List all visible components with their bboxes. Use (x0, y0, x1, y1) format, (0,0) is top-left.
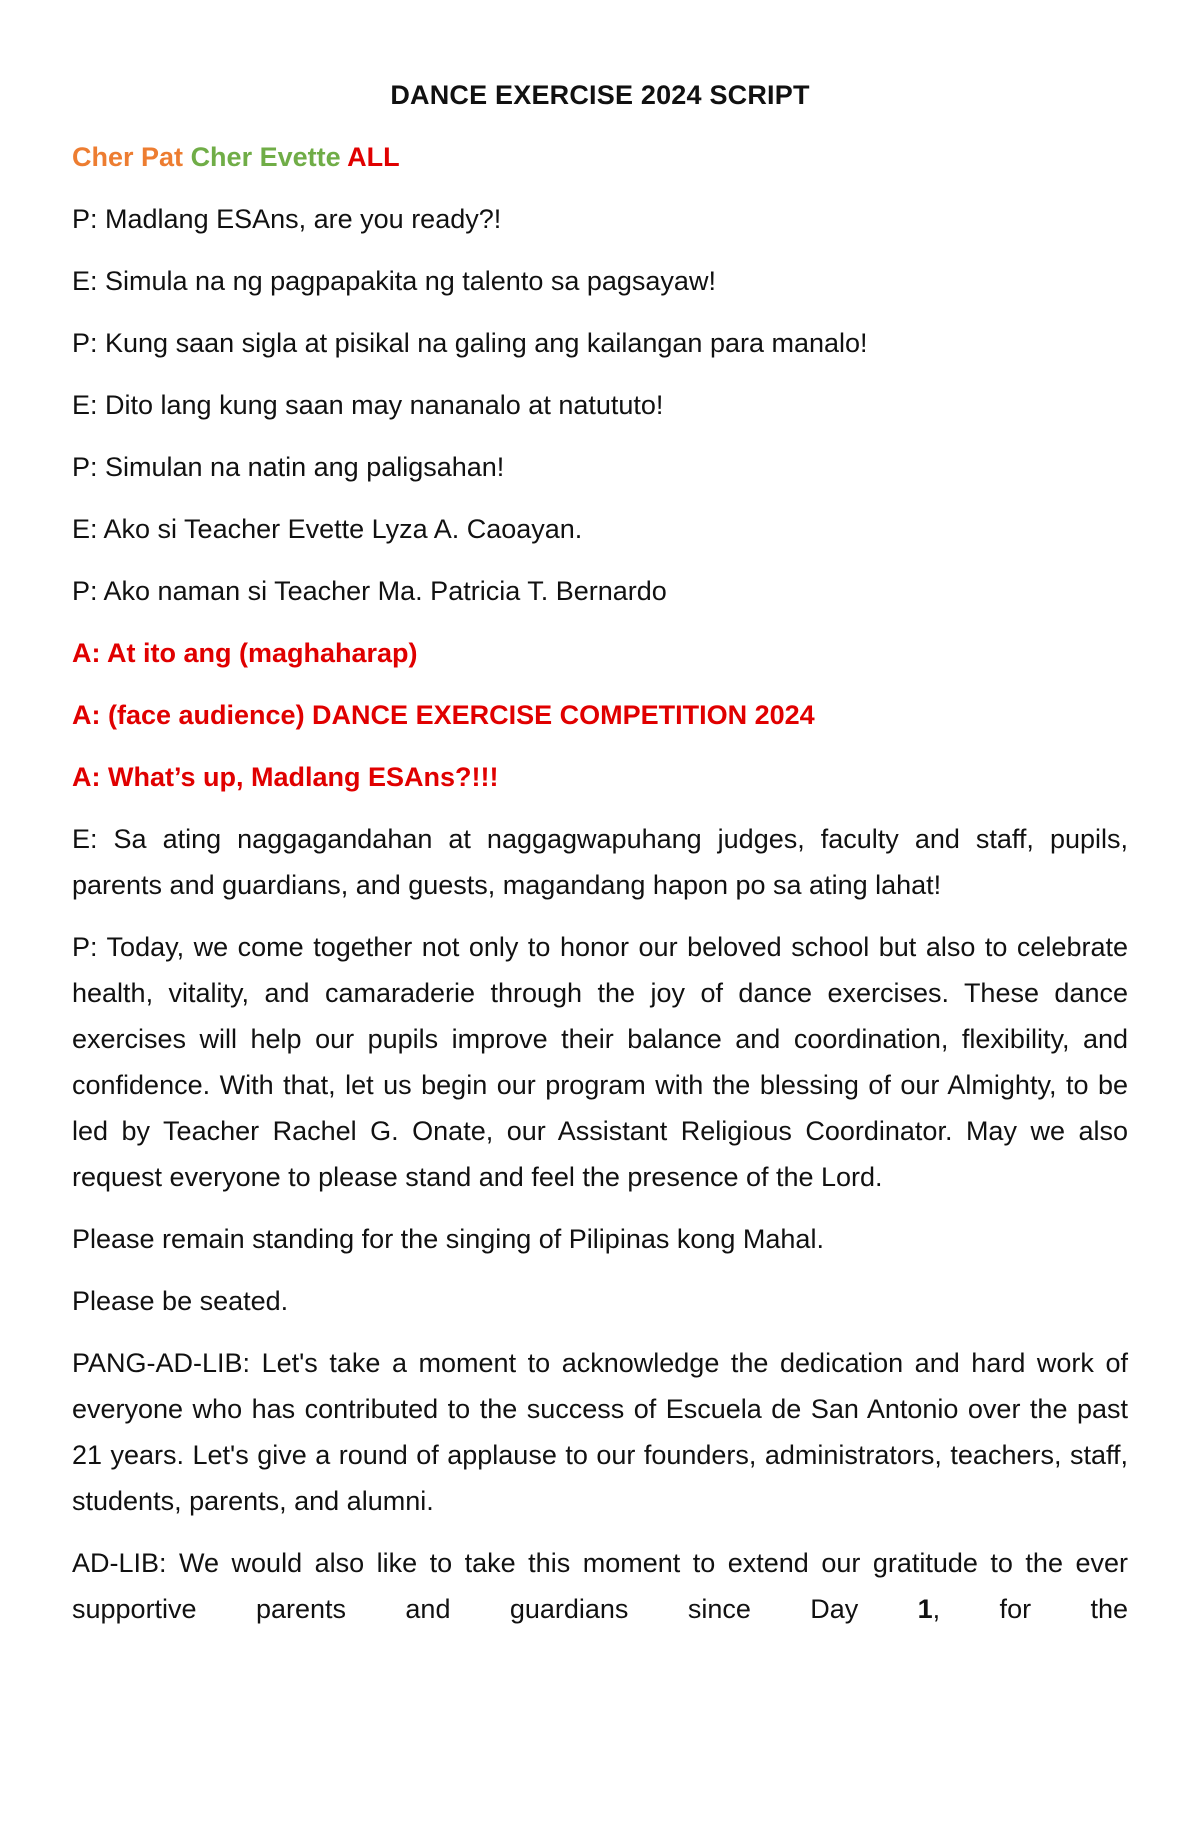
script-line-e-dito: E: Dito lang kung saan may nananalo at natututo! (72, 390, 664, 420)
document-title: DANCE EXERCISE 2024 SCRIPT (390, 80, 810, 110)
ad-lib-text-end: , for the (932, 1594, 1128, 1624)
legend-cher-evette: Cher Evette (190, 142, 341, 172)
speaker-legend (72, 134, 1128, 180)
script-line-all-whats-up: A: What’s up, Madlang ESAns?!!! (72, 762, 499, 792)
script-line-p-intro-patricia: P: Ako naman si Teacher Ma. Patricia T. Bernardo (72, 576, 667, 606)
script-line-all-competition: A: (face audience) DANCE EXERCISE COMPETITION 2024 (72, 700, 815, 730)
legend-all: ALL (347, 142, 400, 172)
script-line-remain-standing: Please remain standing for the singing of Pilipinas kong Mahal. (72, 1224, 824, 1254)
script-paragraph-ad-lib (72, 1540, 1128, 1632)
script-line-p-kung-saan: P: Kung saan sigla at pisikal na galing ang kailangan para manalo! (72, 328, 868, 358)
document-body (72, 72, 1128, 1648)
script-line-all-maghaharap: A: At ito ang (maghaharap) (72, 638, 418, 668)
ad-lib-text-start: AD-LIB: We would also like to take this moment to extend our gratitude to the ever supportive parents and guardians since Day (72, 1548, 1128, 1624)
script-paragraph-pang-ad-lib: PANG-AD-LIB: Let's take a moment to acknowledge the dedication and hard work of everyone who has contributed to the success of Escuela de San Antonio over the past 21 years. Let's give a round of applause to our founders, administrators, teachers, staff, students, parents, and alumni. (72, 1348, 1128, 1516)
legend-cher-pat: Cher Pat (72, 142, 184, 172)
script-line-p-simulan: P: Simulan na natin ang paligsahan! (72, 452, 505, 482)
script-line-p-ready: P: Madlang ESAns, are you ready?! (72, 204, 502, 234)
script-paragraph-today: P: Today, we come together not only to honor our beloved school but also to celebrate health, vitality, and camaraderie through the joy of dance exercises. These dance exercises will help our pupils improve their balance and coordination, flexibility, and confidence. With that, let us begin our program with the blessing of our Almighty, to be led by Teacher Rachel G. Onate, our Assistant Religious Coordinator. May we also request everyone to please stand and feel the presence of the Lord. (72, 932, 1128, 1192)
ad-lib-day-number: 1 (917, 1594, 933, 1624)
script-line-e-intro-evette: E: Ako si Teacher Evette Lyza A. Caoayan. (72, 514, 583, 544)
script-paragraph-greeting: E: Sa ating naggagandahan at naggagwapuhang judges, faculty and staff, pupils, parents and guardians, and guests, magandang hapon po sa ating lahat! (72, 824, 1128, 900)
script-line-e-simula: E: Simula na ng pagpapakita ng talento sa pagsayaw! (72, 266, 716, 296)
script-line-be-seated: Please be seated. (72, 1286, 289, 1316)
